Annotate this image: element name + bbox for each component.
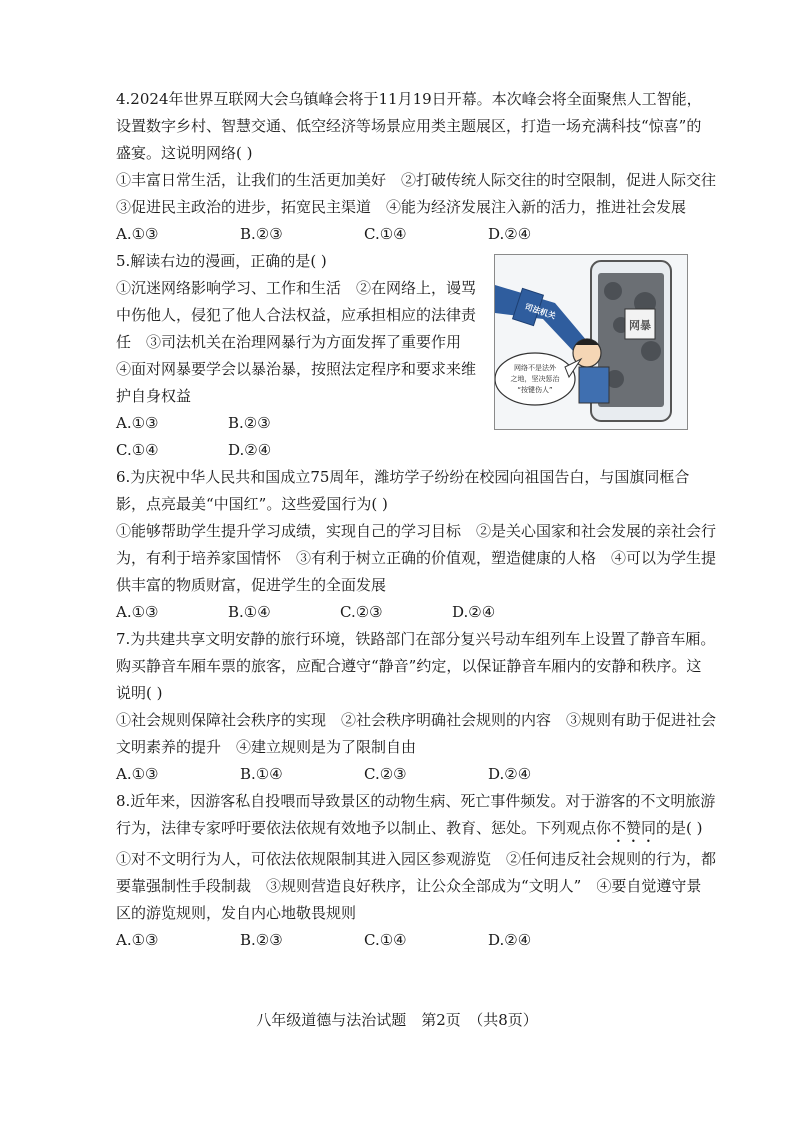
arm-label: 司法机关 xyxy=(523,302,557,321)
question-8-options xyxy=(116,927,716,954)
person-body xyxy=(579,367,609,403)
question-5-stem: 5.解读右边的漫画，正确的是( ) xyxy=(116,252,327,270)
option-b[interactable]: B.①④ xyxy=(228,603,271,621)
bubble-line-1: 网络不是法外 xyxy=(514,364,556,372)
question-4-stem: 4.2024年世界互联网大会乌镇峰会将于11月19日开幕。本次峰会将全面聚焦人工智能，设置数字乡村、智慧交通、低空经济等场景应用类主题展区，打造一场充满科技“惊喜”的盛宴。这说明网络( ) xyxy=(116,90,702,162)
question-7-stem: 7.为共建共享文明安静的旅行环境，铁路部门在部分复兴号动车组列车上设置了静音车厢。购买静音车厢车票的旅客，应配合遵守“静音”约定，以保证静音车厢内的安静和秩序。这说明( ) xyxy=(116,630,716,702)
bubble-line-3: “按键伤人” xyxy=(517,386,553,394)
question-8-stem-after: 的是( ) xyxy=(656,819,703,837)
option-a[interactable]: A.①③ xyxy=(116,765,159,783)
question-4 xyxy=(116,86,732,248)
question-4-statements: ①丰富日常生活，让我们的生活更加美好 ②打破传统人际交往的时空限制，促进人际交往 ③促进民主政治的进步，拓宽民主渠道 ④能为经济发展注入新的活力，推进社会发展 xyxy=(116,171,732,216)
question-8-stem-before: 8.近年来，因游客私自投喂而导致景区的动物生病、死亡事件频发。对于游客的不文明旅游行为，法律专家呼吁要依法依规有效地予以制止、教育、惩处。下列观点你 xyxy=(116,792,716,837)
question-5 xyxy=(116,248,716,464)
bubble-line-2: 之地，坚决惩治 xyxy=(510,375,560,383)
question-6-options xyxy=(116,599,716,626)
option-d[interactable]: D.②④ xyxy=(452,603,496,621)
option-d[interactable]: D.②④ xyxy=(488,931,532,949)
question-5-statements: ①沉迷网络影响学习、工作和生活 ②在网络上，谩骂中伤他人，侵犯了他人合法权益，应承担相应的法律责任 ③司法机关在治理网暴行为方面发挥了重要作用 ④面对网暴要学会以暴治暴，按照法定程序和要求来维护自身权益 xyxy=(116,279,477,405)
question-8 xyxy=(116,788,716,954)
question-5-options-row1 xyxy=(116,410,488,437)
question-7 xyxy=(116,626,716,788)
option-b[interactable]: B.②③ xyxy=(240,225,283,243)
question-6-stem: 6.为庆祝中华人民共和国成立75周年，潍坊学子纷纷在校园向祖国告白，与国旗同框合影，点亮最美“中国红”。这些爱国行为( ) xyxy=(116,468,690,513)
option-a[interactable]: A.①③ xyxy=(116,225,159,243)
question-8-emphasis: 不赞同 xyxy=(611,819,657,837)
option-c[interactable]: C.①④ xyxy=(116,441,159,459)
question-6 xyxy=(116,464,716,626)
question-8-statements: ①对不文明行为人，可依法依规限制其进入园区参观游览 ②任何违反社会规则的行为，都要靠强制性手段制裁 ③规则营造良好秩序，让公众全部成为“文明人” ④要自觉遵守景区的游览规则，发自内心地敬畏规则 xyxy=(116,850,717,922)
question-7-statements: ①社会规则保障社会秩序的实现 ②社会秩序明确社会规则的内容 ③规则有助于促进社会文明素养的提升 ④建立规则是为了限制自由 xyxy=(116,711,717,756)
question-5-text xyxy=(116,248,488,464)
question-4-options xyxy=(116,221,716,248)
question-6-statements: ①能够帮助学生提升学习成绩，实现自己的学习目标 ②是关心国家和社会发展的亲社会行为，有利于培养家国情怀 ③有利于树立正确的价值观，塑造健康的人格 ④可以为学生提供丰富的物质财富，促进学生的全面发展 xyxy=(116,522,717,594)
option-c[interactable]: C.①④ xyxy=(364,931,407,949)
option-a[interactable]: A.①③ xyxy=(116,414,159,432)
option-c[interactable]: C.②③ xyxy=(364,765,407,783)
option-d[interactable]: D.②④ xyxy=(488,765,532,783)
page-footer: 八年级道德与法治试题 第2页 （共8页） xyxy=(256,1011,538,1029)
option-c[interactable]: C.①④ xyxy=(364,225,407,243)
screen-label: 网暴 xyxy=(629,319,651,332)
option-b[interactable]: B.②③ xyxy=(240,931,283,949)
question-7-options xyxy=(116,761,716,788)
question-5-options-row2 xyxy=(116,437,488,464)
option-a[interactable]: A.①③ xyxy=(116,603,159,621)
option-d[interactable]: D.②④ xyxy=(488,225,532,243)
page-content xyxy=(116,86,732,954)
cartoon-drawing xyxy=(495,255,687,429)
option-c[interactable]: C.②③ xyxy=(340,603,383,621)
option-d[interactable]: D.②④ xyxy=(228,441,272,459)
question-8-stem xyxy=(116,788,716,846)
cyberbullying-cartoon xyxy=(494,254,688,430)
option-a[interactable]: A.①③ xyxy=(116,931,159,949)
option-b[interactable]: B.①④ xyxy=(240,765,283,783)
option-b[interactable]: B.②③ xyxy=(228,414,271,432)
